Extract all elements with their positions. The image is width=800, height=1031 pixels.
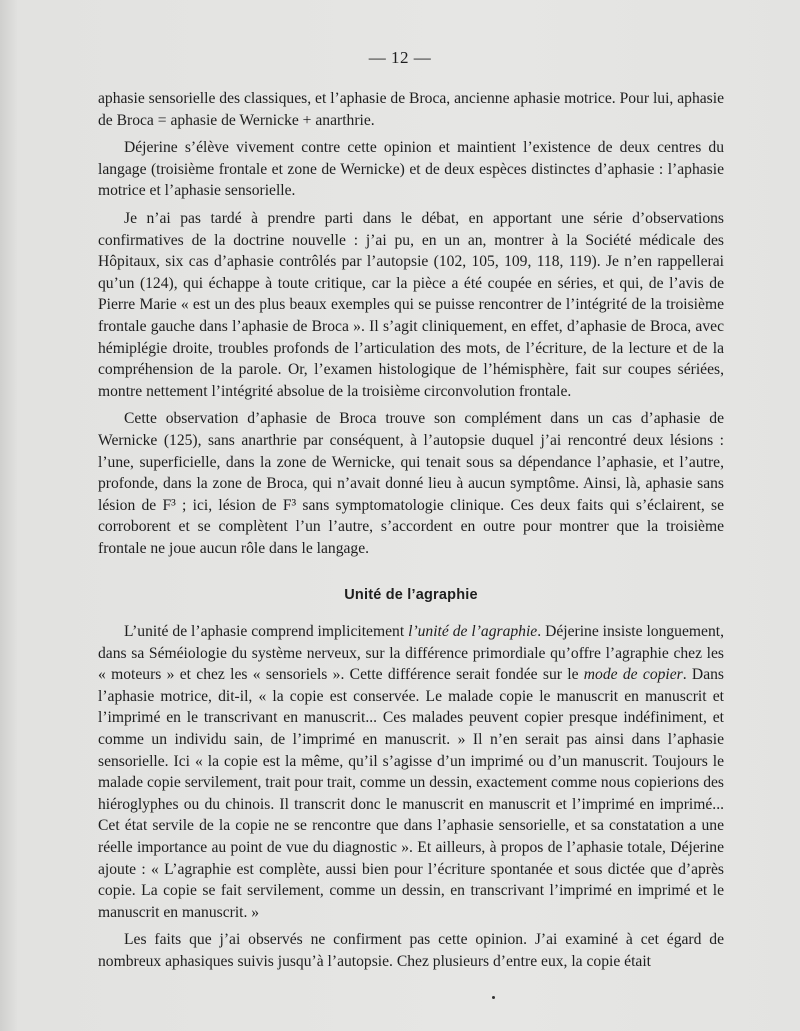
italic-phrase: mode de copier <box>583 666 683 684</box>
italic-phrase: l’unité de l’agraphie <box>408 623 538 641</box>
paragraph-agraphie-unity <box>98 621 724 923</box>
page-number: — 12 — <box>368 48 432 67</box>
print-speck <box>492 996 495 999</box>
paragraph-wernicke-case: Cette observation d’aphasie de Broca trouve son complément dans un cas d’aphasie de Wernicke (125), sans anarthrie par conséquent, à l’autopsie duquel j’ai rencontré deux lésions : l’une, superficielle, dans la zone de Wernicke, qui tenait sous sa dépendance l’aphasie, et l’autre, profonde, dans la zone de Broca, qui n’avait donné lieu à aucun symptôme. Ainsi, là, aphasie sans lésion de F³ ; ici, lésion de F³ sans symptomatologie clinique. Ces deux faits qui s’éclairent, se corroborent et se complètent l’un l’autre, s’accordent en outre pour montrer que la troisième frontale ne joue aucun rôle dans le langage. <box>98 410 724 557</box>
section-title: Unité de l’agraphie <box>344 587 478 604</box>
text-run: L’unité de l’aphasie comprend implicitement <box>124 623 409 641</box>
text-run: . Dans l’aphasie motrice, dit-il, « la copie est conservée. Le malade copie le manuscrit en manuscrit et l’imprimé en le transcrivant en manuscrit... Ces malades peuvent copier presque indéfiniment, et comme un individu sain, de l’imprimé en manuscrit. » Il n’en serait pas ainsi dans l’aphasie sensorielle. Ici « la copie est la même, qu’il s’agisse d’un imprimé ou d’un manuscrit. Toujours le malade copie servilement, trait pour trait, comme un dessin, exactement comme nous copierions des hiéroglyphes ou du chinois. Il transcrit donc le manuscrit en manuscrit et l’imprimé en imprimé... Cet état servile de la copie ne se rencontre que dans l’aphasie sensorielle, et sa constatation a une réelle importance au point de vue du diagnostic ». Et ailleurs, à propos de l’aphasie totale, Déjerine ajoute : « L’agraphie est complète, aussi bien pour l’écriture spontanée et sous dictée que d’après copie. La copie se fait servilement, comme un dessin, en transcrivant l’imprimé en imprimé et le manuscrit en manuscrit. » <box>98 666 724 921</box>
paragraph-continuation: aphasie sensorielle des classiques, et l’aphasie de Broca, ancienne aphasie motrice. Pour lui, aphasie de Broca = aphasie de Wernicke + anarthrie. <box>98 90 724 129</box>
paragraph-dejerine-opinion: Déjerine s’élève vivement contre cette opinion et maintient l’existence de deux centres du langage (troisième frontale et zone de Wernicke) et de deux espèces distinctes d’aphasie : l’aphasie motrice et l’aphasie sensorielle. <box>98 139 724 200</box>
paragraph-observations: Je n’ai pas tardé à prendre parti dans le débat, en apportant une série d’observations confirmatives de la doctrine nouvelle : j’ai pu, en un an, montrer à la Société médicale des Hôpitaux, six cas d’aphasie contrôlés par l’autopsie (102, 105, 109, 118, 119). Je n’en rappellerai qu’un (124), qui échappe à toute critique, car la pièce a été coupée en séries, et qui, de l’avis de Pierre Marie « est un des plus beaux exemples qui se puisse rencontrer de l’intégrité de la troisième frontale gauche dans l’aphasie de Broca ». Il s’agit cliniquement, en effet, d’aphasie de Broca, avec hémiplégie droite, troubles profonds de l’articulation des mots, de l’écriture, de la lecture et de la compréhension de la parole. Or, l’examen histologique de l’hémisphère, fait sur coupes sériées, montre nettement l’intégrité absolue de la troisième circonvolution frontale. <box>98 209 724 400</box>
text-run: . Déjerine insiste longuement, dans sa Séméiologie du système nerveux, sur la différence primordiale qu’offre l’agraphie chez les « moteurs » et chez les « sensoriels ». Cette différence serait fondée sur le <box>98 623 724 684</box>
paragraph-observed-facts: Les faits que j’ai observés ne confirment pas cette opinion. J’ai examiné à cet égard de nombreux aphasiques suivis jusqu’à l’autopsie. Chez plusieurs d’entre eux, la copie était <box>98 931 724 970</box>
page-body <box>98 88 724 979</box>
